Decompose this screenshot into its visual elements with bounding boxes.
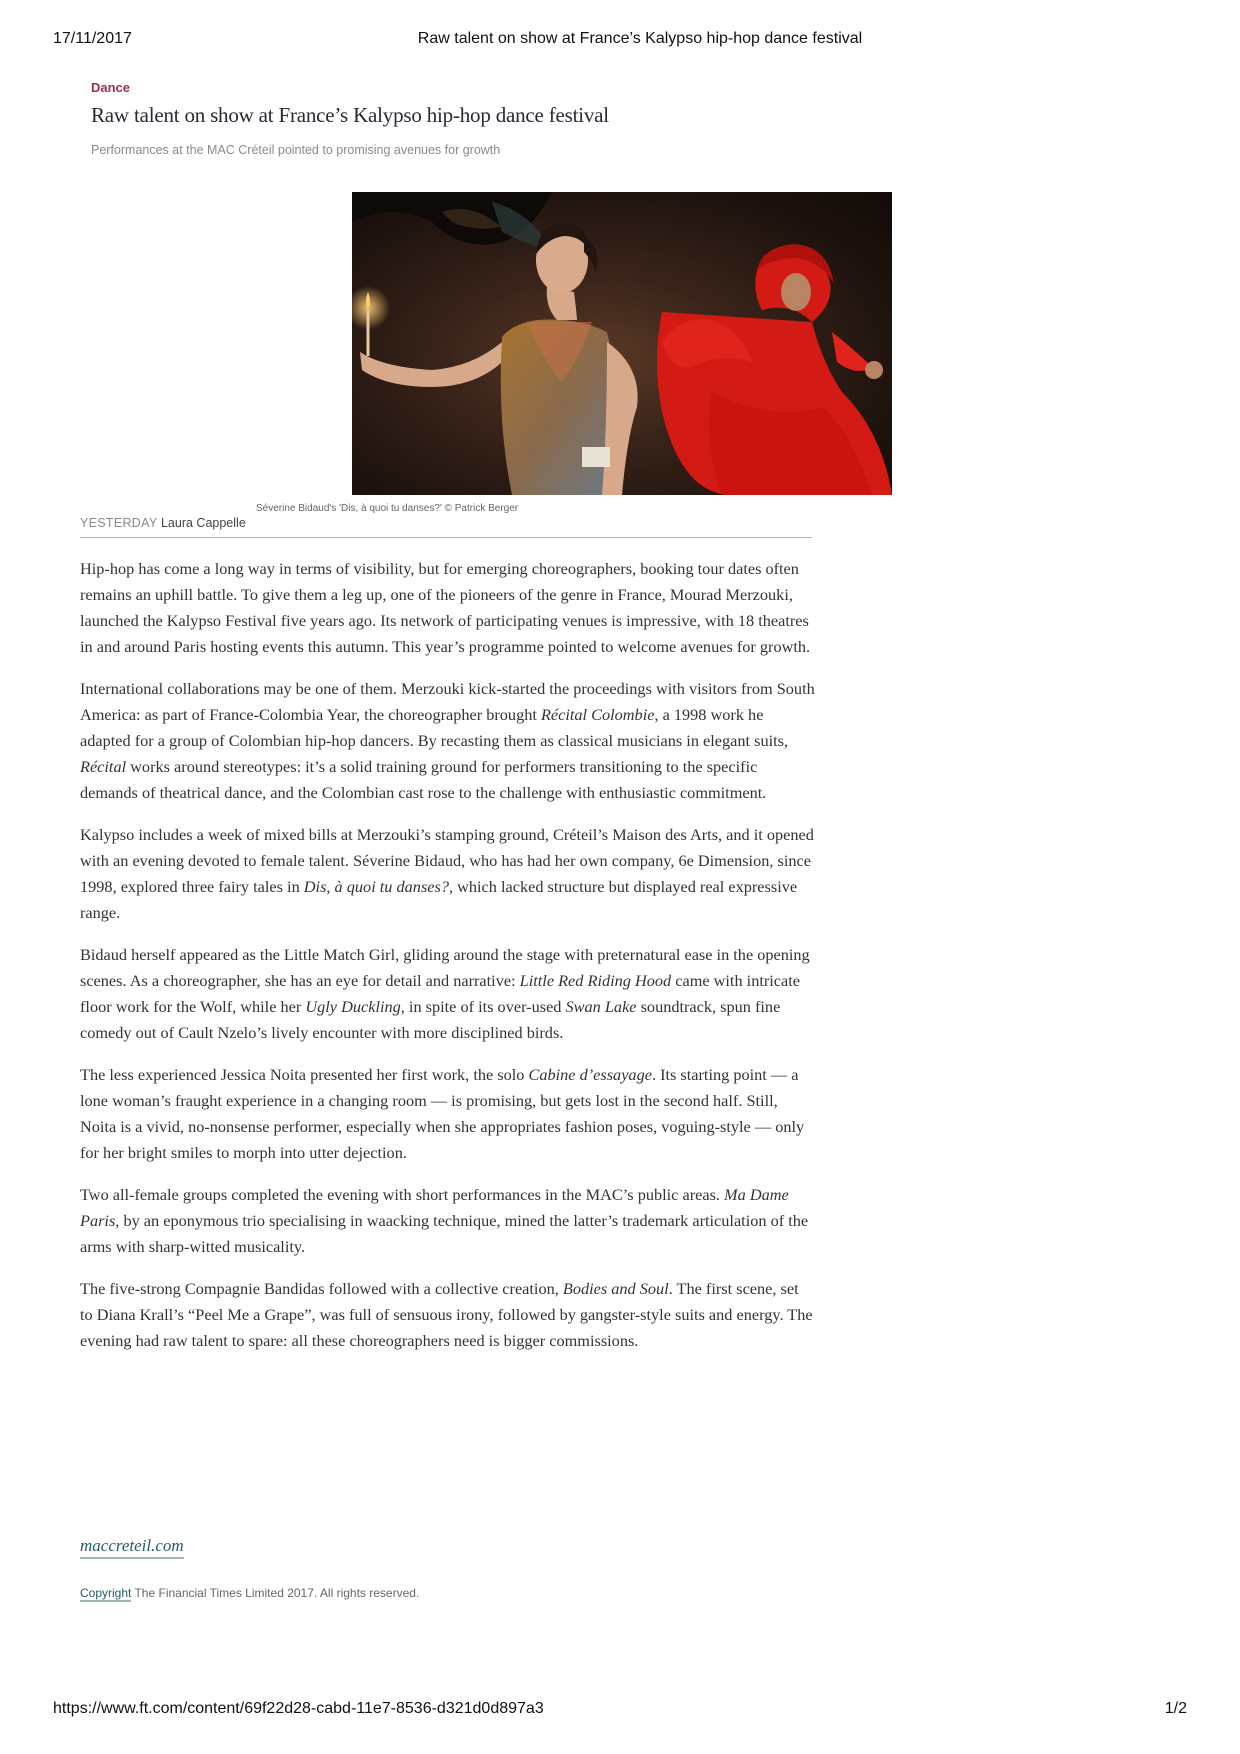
paragraph: The less experienced Jessica Noita presented her first work, the solo Cabine d’essayage. Its starting point — a lone woman’s fraught experience in a changing room — is promising, but gets lost in the second half. Still, Noita is a vivid, no-nonsense performer, especially when she appropriates fashion poses, voguing-style — only for her bright smiles to morph into utter dejection. — [80, 1065, 805, 1162]
byline-author[interactable]: Laura Cappelle — [160, 516, 246, 530]
venue-link[interactable]: maccreteil.com — [80, 1536, 184, 1559]
paragraph: Hip-hop has come a long way in terms of visibility, but for emerging choreographers, booking tour dates often remains an uphill battle. To give them a leg up, one of the pioneers of the genre in France, Mourad Merzouki, launched the Kalypso Festival five years ago. Its network of participating venues is impressive, with 18 theatres in and around Paris hosting events this autumn. This year’s programme pointed to welcome avenues for growth. — [80, 559, 811, 656]
article-standfirst: Performances at the MAC Créteil pointed to promising avenues for growth — [91, 143, 501, 157]
copyright-text: The Financial Times Limited 2017. All rights reserved. — [131, 1586, 420, 1600]
byline-timestamp: YESTERDAY — [80, 516, 158, 530]
paragraph: International collaborations may be one of them. Merzouki kick-started the proceedings with visitors from South America: as part of France-Colombia Year, the choreographer brought Récital Colombie, a 1998 work he adapted for a group of Colombian hip-hop dancers. By recasting them as classical musicians in elegant suits, Récital works around stereotypes: it’s a solid training ground for performers transitioning to the specific demands of theatrical dance, and the Colombian cast rose to the challenge with enthusiastic commitment. — [80, 679, 815, 802]
byline-divider — [80, 537, 812, 538]
paragraph: Two all-female groups completed the evening with short performances in the MAC’s public areas. Ma Dame Paris, by an eponymous trio specialising in waacking technique, mined the latter’s trademark articulation of the arms with sharp-witted musicality. — [80, 1185, 809, 1256]
print-url: https://www.ft.com/content/69f22d28-cabd-11e7-8536-d321d0d897a3 — [53, 1700, 544, 1717]
print-footer — [53, 1700, 1187, 1724]
paragraph: Bidaud herself appeared as the Little Match Girl, gliding around the stage with preternatural ease in the opening scenes. As a choreographer, she has an eye for detail and narrative: Little Red Riding Hood came with intricate floor work for the Wolf, while her Ugly Duckling, in spite of its over-used Swan Lake soundtrack, spun fine comedy out of Cault Nzelo’s lively encounter with more disciplined birds. — [80, 945, 810, 1042]
byline — [80, 516, 246, 530]
print-title: Raw talent on show at France’s Kalypso hip-hop dance festival — [417, 30, 863, 47]
paragraph: Kalypso includes a week of mixed bills at Merzouki’s stamping ground, Créteil’s Maison des Arts, and it opened with an evening devoted to female talent. Séverine Bidaud, who has had her own company, 6e Dimension, since 1998, explored three fairy tales in Dis, à quoi tu danses?, which lacked structure but displayed real expressive range. — [80, 825, 814, 922]
section-tag[interactable]: Dance — [91, 80, 131, 95]
page-number: 1/2 — [1164, 1700, 1187, 1717]
print-header — [53, 30, 1187, 54]
article-body — [80, 556, 815, 1370]
paragraph: The five-strong Compagnie Bandidas followed with a collective creation, Bodies and Soul. The first scene, set to Diana Krall’s “Peel Me a Grape”, was full of sensuous irony, followed by gangster-style suits and energy. The evening had raw talent to spare: all these choreographers need is bigger commissions. — [80, 1279, 813, 1350]
copyright-link[interactable]: Copyright — [80, 1586, 132, 1600]
hero-image — [352, 192, 892, 495]
image-caption: Séverine Bidaud's 'Dis, à quoi tu danses?' © Patrick Berger — [256, 503, 519, 514]
copyright-notice — [80, 1586, 419, 1600]
hero-illustration — [352, 192, 892, 495]
article-headline: Raw talent on show at France’s Kalypso hip-hop dance festival — [91, 103, 609, 127]
print-date: 17/11/2017 — [53, 30, 132, 47]
